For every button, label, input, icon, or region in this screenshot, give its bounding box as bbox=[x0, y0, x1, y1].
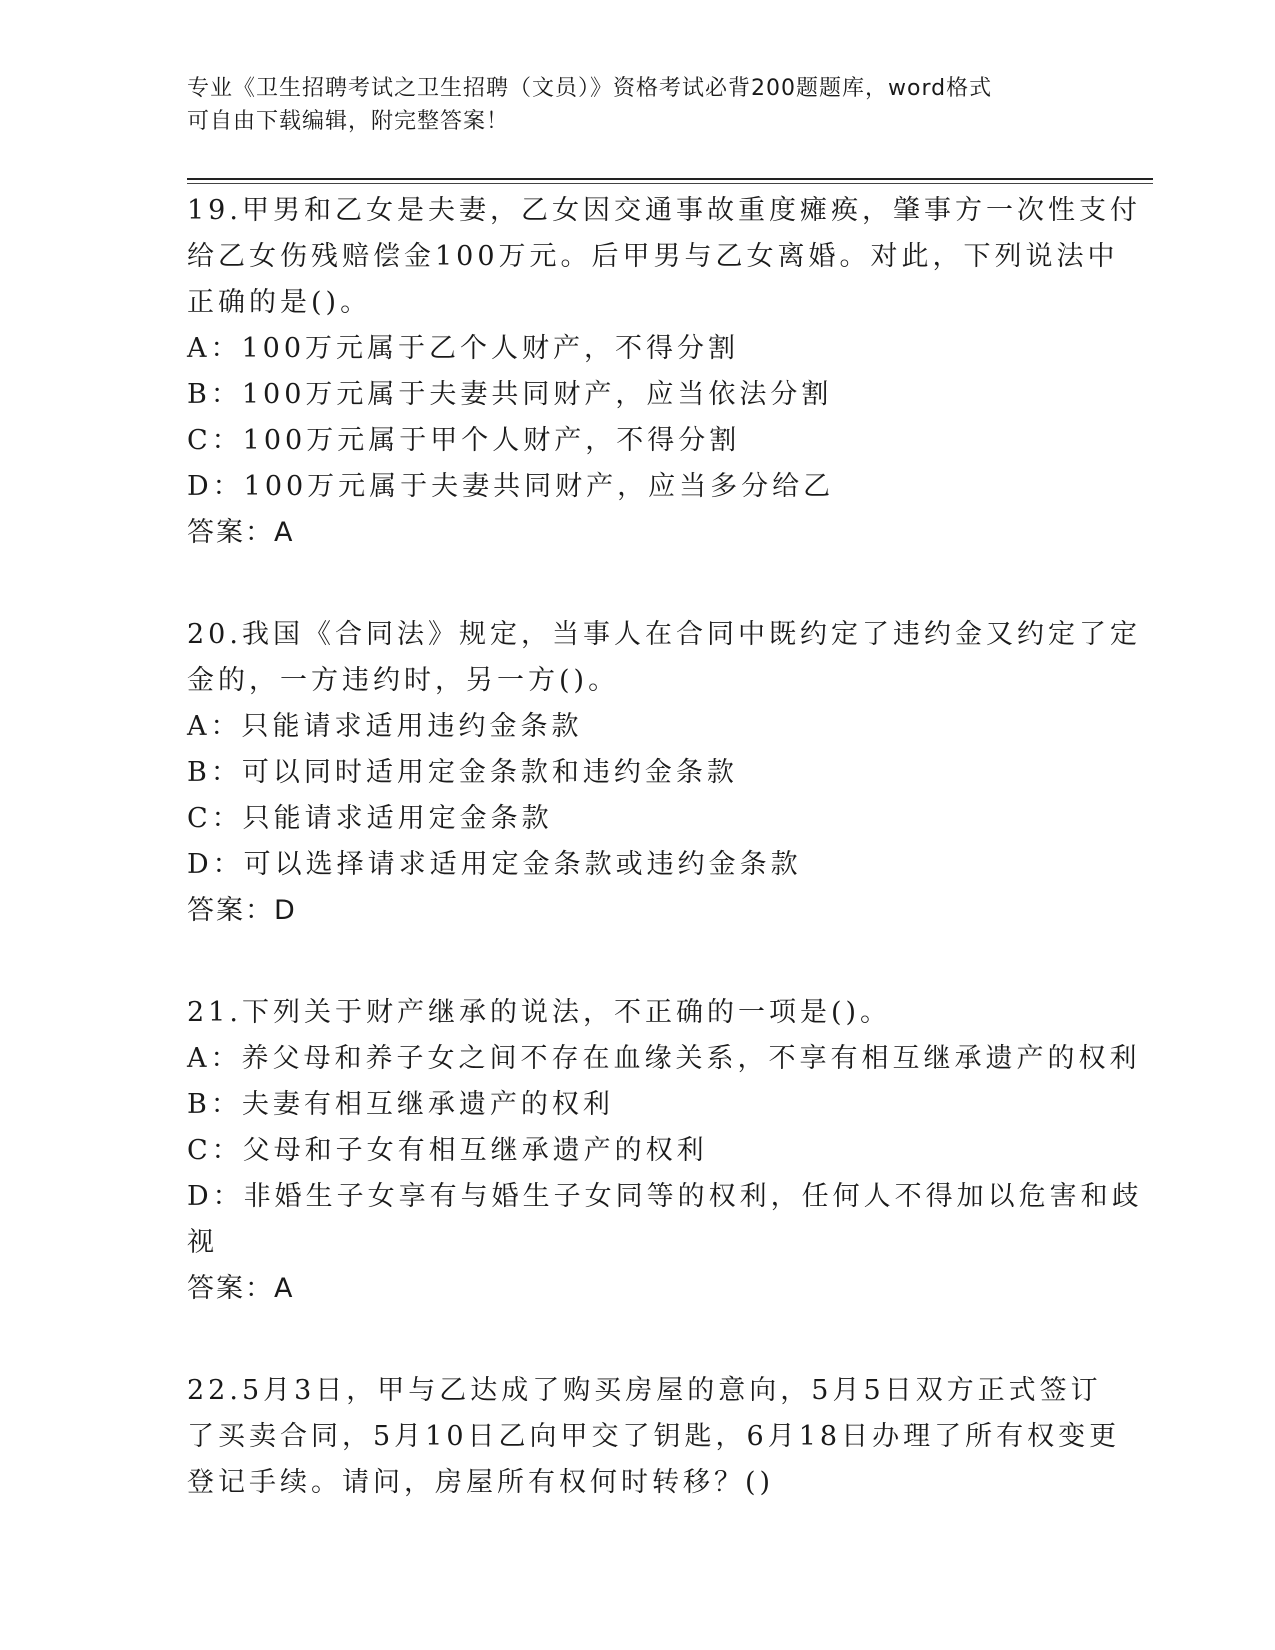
option-d: D：100万元属于夫妻共同财产，应当多分给乙 bbox=[187, 471, 835, 502]
option-d-continued: 视 bbox=[187, 1227, 218, 1258]
header-line-2: 可自由下载编辑，附完整答案！ bbox=[187, 109, 510, 134]
header-divider-thin bbox=[187, 183, 1153, 184]
answer-label: 答案：A bbox=[187, 1273, 295, 1304]
option-d: D：非婚生子女享有与婚生子女同等的权利，任何人不得加以危害和歧 bbox=[187, 1181, 1143, 1212]
option-a: A：养父母和养子女之间不存在血缘关系，不享有相互继承遗产的权利 bbox=[187, 1043, 1141, 1074]
header-divider-thick bbox=[187, 178, 1153, 180]
question-stem-line: 19.甲男和乙女是夫妻，乙女因交通事故重度瘫痪，肇事方一次性支付 bbox=[187, 195, 1141, 226]
option-a: A：只能请求适用违约金条款 bbox=[187, 711, 583, 742]
document-header bbox=[187, 72, 1067, 138]
header-line-1: 专业《卫生招聘考试之卫生招聘（文员）》资格考试必背200题题库，word格式 bbox=[187, 76, 993, 101]
option-c: C：父母和子女有相互继承遗产的权利 bbox=[187, 1135, 708, 1166]
question-20 bbox=[187, 612, 1141, 934]
question-stem-line: 了买卖合同，5月10日乙向甲交了钥匙，6月18日办理了所有权变更 bbox=[187, 1421, 1121, 1452]
question-stem-line: 22.5月3日，甲与乙达成了购买房屋的意向，5月5日双方正式签订 bbox=[187, 1375, 1102, 1406]
option-b: B：100万元属于夫妻共同财产，应当依法分割 bbox=[187, 379, 833, 410]
question-stem-line: 给乙女伤残赔偿金100万元。后甲男与乙女离婚。对此，下列说法中 bbox=[187, 241, 1119, 272]
answer-label: 答案：A bbox=[187, 517, 295, 548]
option-c: C：100万元属于甲个人财产，不得分割 bbox=[187, 425, 741, 456]
question-22 bbox=[187, 1368, 1121, 1506]
question-21 bbox=[187, 990, 1143, 1312]
question-19 bbox=[187, 188, 1141, 556]
option-d: D：可以选择请求适用定金条款或违约金条款 bbox=[187, 849, 802, 880]
question-list bbox=[187, 188, 1143, 1562]
question-stem-line: 登记手续。请问，房屋所有权何时转移？() bbox=[187, 1467, 775, 1498]
answer-label: 答案：D bbox=[187, 895, 297, 926]
option-c: C：只能请求适用定金条款 bbox=[187, 803, 553, 834]
option-b: B：可以同时适用定金条款和违约金条款 bbox=[187, 757, 738, 788]
question-stem-line: 21.下列关于财产继承的说法，不正确的一项是()。 bbox=[187, 997, 892, 1028]
question-stem-line: 金的，一方违约时，另一方()。 bbox=[187, 665, 620, 696]
option-a: A：100万元属于乙个人财产，不得分割 bbox=[187, 333, 740, 364]
question-stem-line: 20.我国《合同法》规定，当事人在合同中既约定了违约金又约定了定 bbox=[187, 619, 1141, 650]
question-stem-line: 正确的是()。 bbox=[187, 287, 372, 318]
option-b: B：夫妻有相互继承遗产的权利 bbox=[187, 1089, 614, 1120]
